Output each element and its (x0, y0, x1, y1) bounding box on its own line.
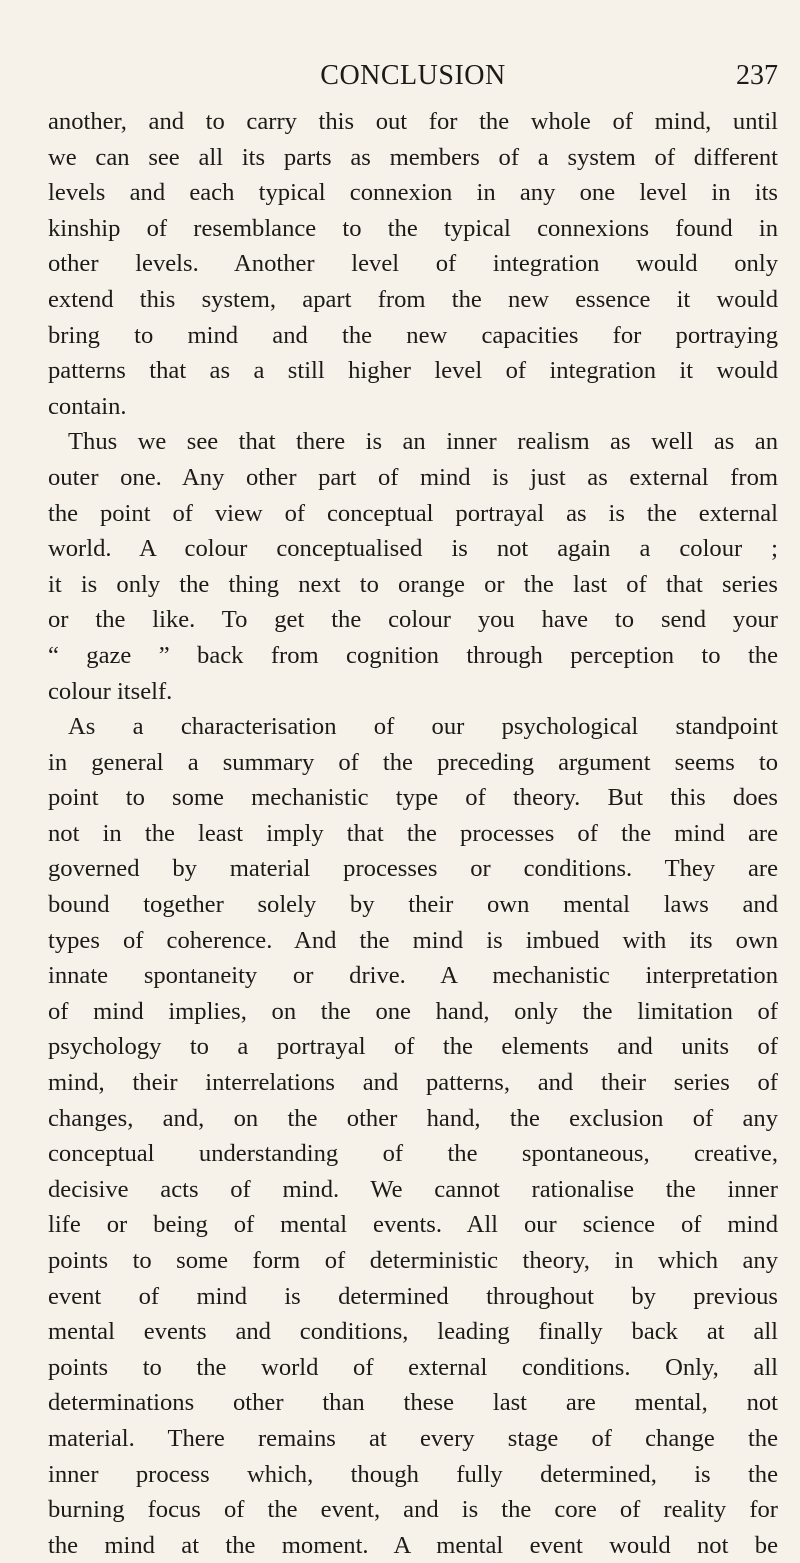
text-line: in general a summary of the preceding argument seems to (48, 748, 778, 776)
text-line: kinship of resemblance to the typical connexions found in (48, 214, 778, 242)
running-head (48, 58, 778, 98)
text-line: decisive acts of mind. We cannot rationalise the inner (48, 1175, 778, 1203)
text-line: event of mind is determined throughout by previous (48, 1282, 778, 1310)
text-line: the point of view of conceptual portrayal as is the external (48, 499, 778, 527)
text-line: we can see all its parts as members of a system of different (48, 143, 778, 171)
text-line: types of coherence. And the mind is imbued with its own (48, 926, 778, 954)
text-line: mental events and conditions, leading finally back at all (48, 1318, 778, 1346)
text-line: life or being of mental events. All our science of mind (48, 1211, 778, 1239)
text-line: the mind at the moment. A mental event would not be (48, 1531, 778, 1559)
text-line: other levels. Another level of integration would only (48, 250, 778, 278)
text-line: world. A colour conceptualised is not again a colour ; (48, 535, 778, 563)
text-line: bring to mind and the new capacities for portraying (48, 321, 778, 349)
text-line: of mind implies, on the one hand, only the limitation of (48, 997, 778, 1025)
text-line: governed by material processes or conditions. They are (48, 855, 778, 883)
text-line: bound together solely by their own mental laws and (48, 891, 778, 919)
text-line: another, and to carry this out for the whole of mind, until (48, 108, 778, 135)
text-line: points to some form of deterministic theory, in which any (48, 1247, 778, 1274)
text-line: material. There remains at every stage of change the (48, 1424, 778, 1452)
text-line: extend this system, apart from the new essence it would (48, 285, 778, 313)
text-line: points to the world of external conditions. Only, all (48, 1353, 778, 1381)
paragraph-start-line: As a characterisation of our psychological standpoint (68, 713, 778, 741)
text-line: “ gaze ” back from cognition through perception to the (48, 641, 778, 669)
page-number: 237 (736, 60, 778, 91)
text-line: or the like. To get the colour you have to send your (48, 606, 778, 634)
text-line: outer one. Any other part of mind is just as external from (48, 463, 778, 491)
text-line: determinations other than these last are mental, not (48, 1389, 778, 1417)
text-line: contain. (48, 392, 127, 420)
text-line: burning focus of the event, and is the core of reality for (48, 1496, 778, 1524)
text-line: levels and each typical connexion in any one level in its (48, 179, 778, 207)
text-line: innate spontaneity or drive. A mechanistic interpretation (48, 962, 778, 990)
text-line: colour itself. (48, 677, 173, 705)
text-line: not in the least imply that the processes of the mind are (48, 819, 778, 847)
text-line: changes, and, on the other hand, the exclusion of any (48, 1104, 778, 1132)
text-line: psychology to a portrayal of the elements and units of (48, 1033, 778, 1061)
running-title: CONCLUSION (320, 60, 506, 91)
text-line: patterns that as a still higher level of integration it would (48, 357, 778, 385)
text-line: conceptual understanding of the spontaneous, creative, (48, 1140, 778, 1168)
text-line: mind, their interrelations and patterns, and their series of (48, 1069, 778, 1097)
body-text (48, 104, 778, 1563)
text-line: it is only the thing next to orange or the last of that series (48, 570, 778, 598)
paragraph-start-line: Thus we see that there is an inner realism as well as an (68, 428, 778, 456)
text-line: point to some mechanistic type of theory. But this does (48, 784, 778, 812)
text-line: inner process which, though fully determined, is the (48, 1460, 778, 1488)
